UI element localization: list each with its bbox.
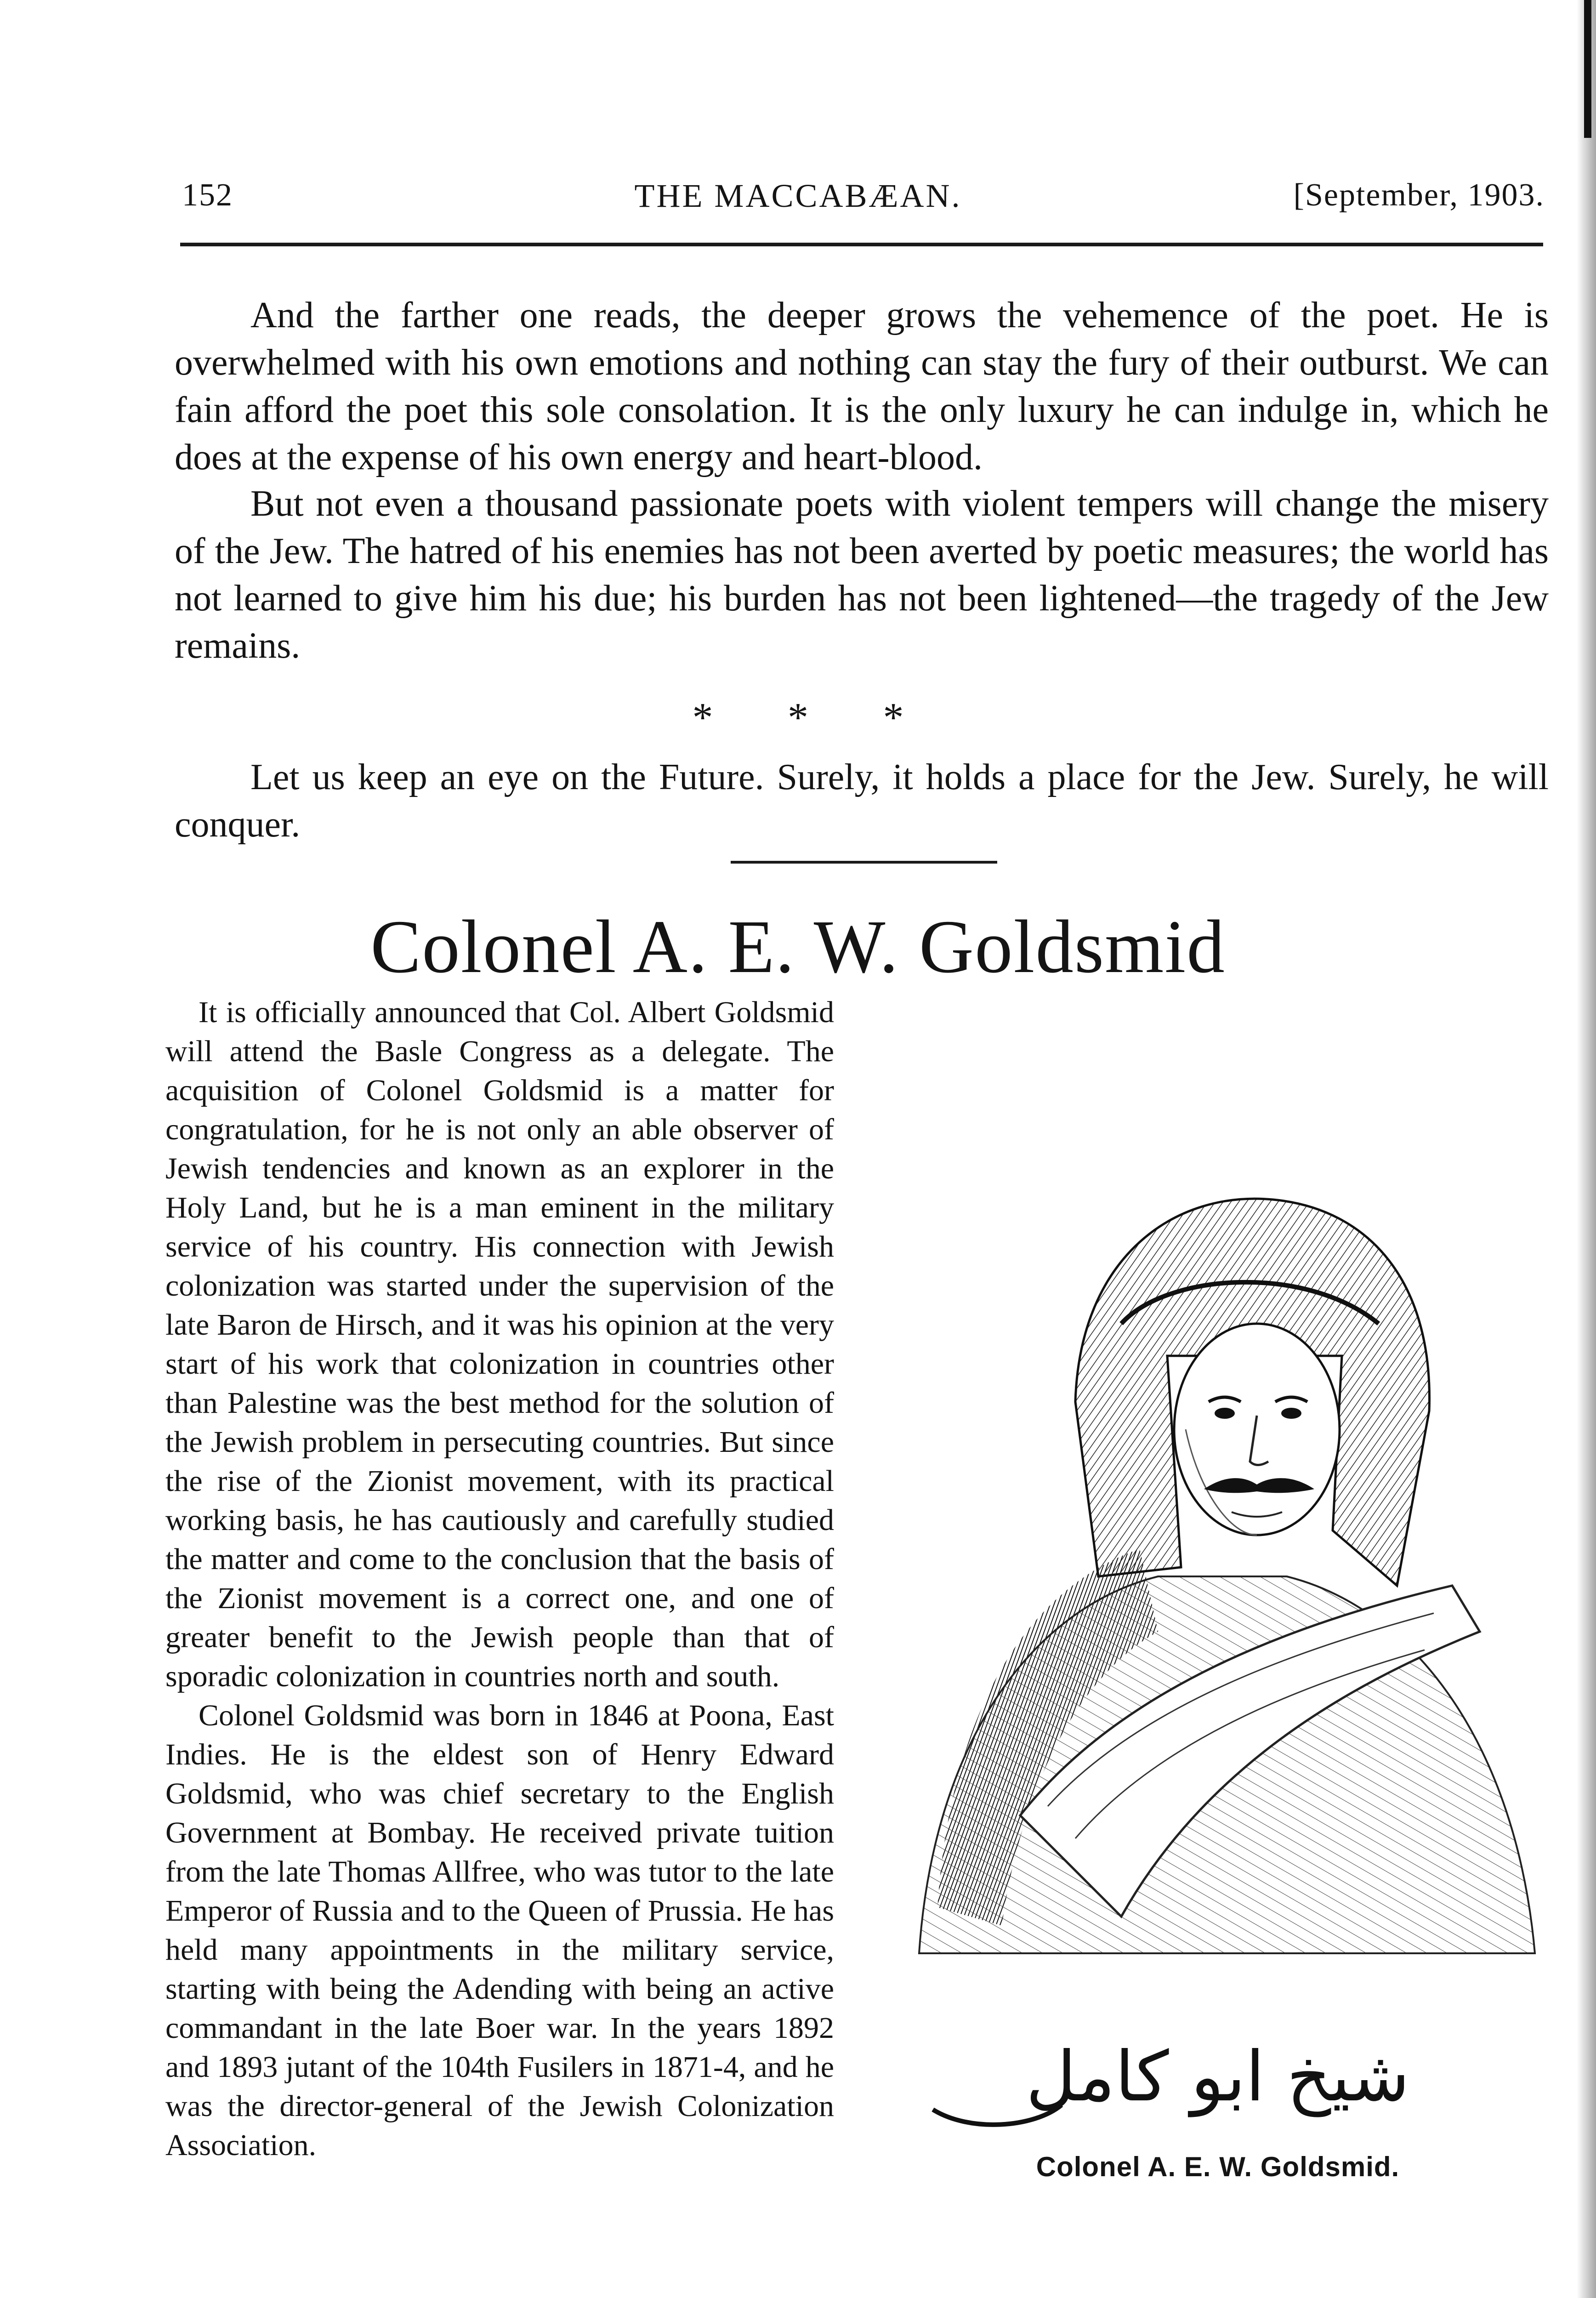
article-paragraph-1: It is officially announced that Col. Albert Goldsmid will attend the Basle Congress as a delegate. The acquisition of Colonel Goldsmid is a matter for congratulation, for he is not only an able observer of Jewish tendencies and known as an explorer in the Holy Land, but he is a man eminent in the military service of his country. His connection with Jewish colonization was started under the supervision of the late Baron de Hirsch, and it was his opinion at the very start of his work that colonization in countries other than Palestine was the best method for the solution of the Jewish problem in persecuting countries. But since the rise of the Zionist movement, with its practical working basis, he has cautiously and carefully studied the matter and come to the conclusion that the basis of the Zionist movement is a correct one, and one of greater benefit to the Jewish people than that of sporadic colonization in countries north and south. <box>165 995 834 1693</box>
svg-text:شيخ ابو كامل: شيخ ابو كامل <box>1026 2037 1410 2117</box>
page-number: 152 <box>182 177 233 213</box>
page-edge-shadow <box>1577 0 1596 2298</box>
article-title: Colonel A. E. W. Goldsmid <box>370 904 1226 989</box>
arabic-signature <box>896 2018 1539 2137</box>
article-paragraph-2: Colonel Goldsmid was born in 1846 at Poona, East Indies. He is the eldest son of Henry Edward Goldsmid, who was chief secretary to the English Government at Bombay. He received private tuition from the late Thomas Allfree, who was tutor to the late Emperor of Russia and to the Queen of Prussia. He has held many appointments in the military service, starting with being the Adending with being an active commandant in the late Boer war. In the years 1892 and 1893 jutant of the 104th Fusilers in 1871-4, and he was the director-general of the Jewish Colonization Association. <box>165 1699 834 2162</box>
section-rule <box>731 861 997 864</box>
body-paragraph-3: Let us keep an eye on the Future. Surely, it holds a place for the Jew. Surely, he will conquer. <box>175 757 1549 845</box>
article-column <box>165 993 834 2165</box>
journal-title: THE MACCABÆAN. <box>634 177 962 214</box>
portrait-illustration <box>882 1172 1562 1962</box>
body-paragraph-2: But not even a thousand passionate poets with violent tempers will change the misery of the Jew. The hatred of his enemies has not been averted by poetic measures; the world has not learned to give him his due; his burden has not been lightened—the tragedy of the Jew remains. <box>175 483 1549 666</box>
section-separator: * * * <box>692 695 904 740</box>
portrait-caption: Colonel A. E. W. Goldsmid. <box>1036 2151 1400 2182</box>
binding-mark <box>1584 0 1591 138</box>
body-paragraph-1: And the farther one reads, the deeper grows the vehemence of the poet. He is overwhelmed with his own emotions and nothing can stay the fury of their outburst. We can fain afford the poet this sole consolation. It is the only luxury he can indulge in, which he does at the expense of his own energy and heart-blood. <box>175 295 1549 478</box>
header-rule <box>180 243 1543 246</box>
issue-date: [September, 1903. <box>1293 177 1545 213</box>
